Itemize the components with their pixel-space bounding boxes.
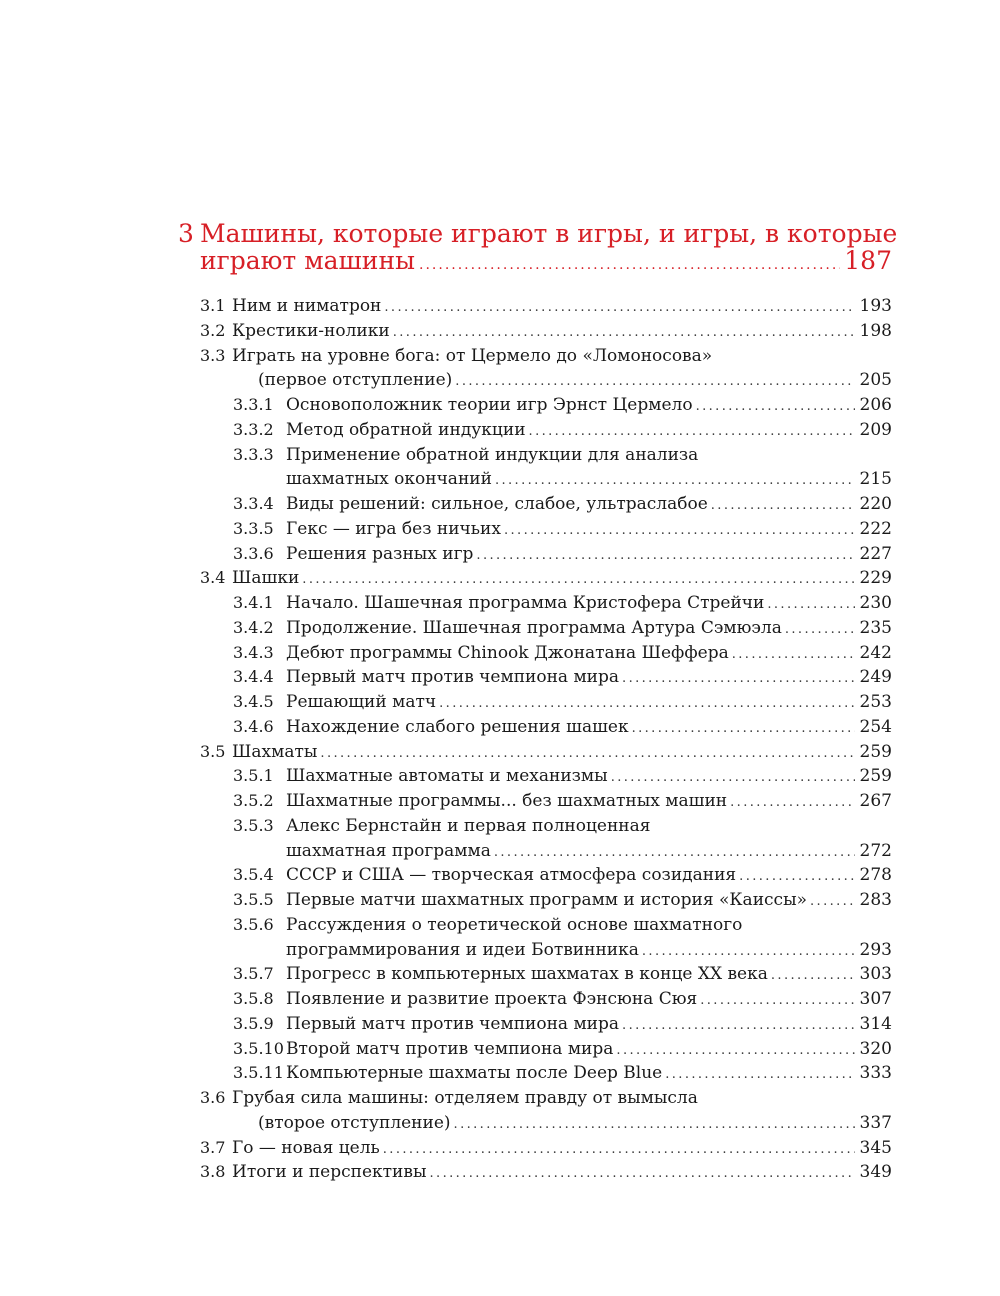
toc-entry-title: Применение обратной индукции для анализа <box>286 444 699 465</box>
toc-entry-title: Грубая сила машины: отделяем правду от вымысла <box>232 1088 698 1108</box>
toc-entry-page: 293 <box>859 939 892 960</box>
toc-entry <box>286 839 892 863</box>
toc-entry-page: 254 <box>859 716 892 737</box>
chapter-title-line2: играют машины <box>200 246 416 275</box>
toc-entry <box>200 294 892 318</box>
toc-entry-page: 307 <box>859 989 892 1009</box>
toc-entry-number: 3.5.7 <box>233 964 274 984</box>
toc-entry-number: 3.5.6 <box>233 914 274 934</box>
toc-entry <box>233 393 892 417</box>
chapter-title-line1: Машины, которые играют в игры, и игры, в которые <box>200 219 898 248</box>
leader-dots <box>383 1138 855 1162</box>
toc-entry <box>233 418 892 442</box>
toc-entry-number: 3.5.2 <box>233 791 274 810</box>
toc-entry-page: 349 <box>859 1162 892 1183</box>
toc-entry <box>200 1136 892 1160</box>
toc-entry-number: 3.3.4 <box>233 494 274 513</box>
toc-entry <box>233 591 892 615</box>
toc-entry-title: Первый матч против чемпиона мира <box>286 667 620 688</box>
leader-dots <box>302 568 855 592</box>
toc-entry <box>286 938 892 962</box>
toc-entry-number: 3.8 <box>200 1162 226 1182</box>
toc-entry <box>233 616 892 640</box>
toc-entry-number: 3.3.2 <box>233 419 274 439</box>
toc-entry-page: 229 <box>859 568 892 589</box>
toc-entry-number: 3.5.5 <box>233 890 274 909</box>
toc-entry-page: 345 <box>859 1137 892 1158</box>
toc-entry-page: 205 <box>859 370 892 391</box>
toc-entry-title: Решения разных игр <box>286 543 474 564</box>
leader-dots <box>771 964 855 988</box>
toc-entry <box>233 1012 892 1036</box>
toc-entry-page: 222 <box>859 518 892 539</box>
toc-entry <box>233 1061 892 1085</box>
toc-entry-number: 3.5.10 <box>233 1038 284 1058</box>
toc-entry-number: 3.1 <box>200 296 226 315</box>
toc-entry-page: 249 <box>859 667 892 688</box>
toc-entry-title: Шахматные программы... без шахматных машин <box>286 791 728 811</box>
toc-entry-number: 3.7 <box>200 1137 226 1157</box>
toc-entry-page: 253 <box>859 692 892 712</box>
toc-entry-page: 227 <box>859 543 892 564</box>
leader-dots <box>665 1063 855 1087</box>
leader-dots <box>732 643 855 667</box>
toc-entry <box>258 368 892 392</box>
leader-dots <box>384 296 855 320</box>
leader-dots <box>455 370 855 394</box>
leader-dots <box>785 618 855 642</box>
leader-dots <box>739 865 855 889</box>
leader-dots <box>767 593 855 617</box>
leader-dots <box>419 252 840 279</box>
toc-entry-page: 206 <box>859 395 892 415</box>
toc-entry-title: Первые матчи шахматных программ и история «Каиссы» <box>286 890 807 910</box>
leader-dots <box>476 544 855 568</box>
leader-dots <box>622 667 855 691</box>
toc-entry-title: Виды решений: сильное, слабое, ультраслабое <box>286 494 708 514</box>
toc-entry <box>200 740 892 764</box>
leader-dots <box>730 791 855 815</box>
toc-entry-title: Начало. Шашечная программа Кристофера Стрейчи <box>286 593 765 613</box>
leader-dots <box>622 1014 855 1038</box>
toc-entry-title: Нахождение слабого решения шашек <box>286 716 629 737</box>
toc-entry-title: Алекс Бернстайн и первая полноценная <box>286 815 651 836</box>
toc-entry <box>233 814 892 838</box>
toc-entry <box>233 863 892 887</box>
toc-entry-title: Решающий матч <box>286 692 437 712</box>
toc-entry-page: 209 <box>859 419 892 440</box>
toc-entry <box>233 690 892 714</box>
toc-entry <box>200 319 892 343</box>
toc-entry <box>233 641 892 665</box>
toc-entry <box>233 1037 892 1061</box>
chapter-number: 3 <box>178 219 194 248</box>
toc-entry-title: Шахматные автоматы и механизмы <box>286 766 608 787</box>
toc-entry-page: 215 <box>859 469 892 490</box>
toc-entry-page: 230 <box>859 593 892 613</box>
toc-entry-page: 259 <box>859 766 892 787</box>
leader-dots <box>430 1162 856 1186</box>
toc-entry-number: 3.3.3 <box>233 444 274 464</box>
toc-entry-page: 283 <box>859 890 892 910</box>
toc-entry-title: Компьютерные шахматы после Deep Blue <box>286 1063 663 1084</box>
leader-dots <box>810 890 855 914</box>
toc-entry-number: 3.4.1 <box>233 593 274 612</box>
toc-entry-title: СССР и США — творческая атмосфера созидания <box>286 865 737 886</box>
toc-entry-page: 198 <box>859 320 892 341</box>
leader-dots <box>495 469 855 493</box>
toc-entry <box>233 517 892 541</box>
toc-entry <box>233 764 892 788</box>
toc-entry-number: 3.4.3 <box>233 642 274 662</box>
toc-entry-title: Шахматы <box>232 741 318 762</box>
toc-entry-page: 193 <box>859 296 892 316</box>
toc-entry-number: 3.5.8 <box>233 989 274 1008</box>
toc-entry <box>233 987 892 1011</box>
leader-dots <box>454 1113 855 1137</box>
leader-dots <box>616 1039 855 1063</box>
toc-entry-title: Играть на уровне бога: от Цермело до «Ломоносова» <box>232 345 713 366</box>
toc-entry-title: шахматных окончаний <box>286 469 492 490</box>
toc-entry-number: 3.4.6 <box>233 716 274 736</box>
leader-dots <box>632 717 855 741</box>
toc-entry-number: 3.5 <box>200 741 226 761</box>
toc-entry-title: Основоположник теории игр Эрнст Цермело <box>286 395 693 415</box>
leader-dots <box>711 494 855 518</box>
toc-entry-title: (первое отступление) <box>258 370 453 391</box>
leader-dots <box>611 766 855 790</box>
toc-entry-title: (второе отступление) <box>258 1112 451 1133</box>
toc-entry-title: Метод обратной индукции <box>286 419 526 440</box>
toc-entry-page: 272 <box>859 840 892 861</box>
toc-entry <box>233 789 892 813</box>
toc-entry-number: 3.4.2 <box>233 617 274 637</box>
toc-entry-page: 267 <box>859 791 892 811</box>
toc-entry-title: Продолжение. Шашечная программа Артура Сэмюэла <box>286 617 782 638</box>
leader-dots <box>320 742 855 766</box>
toc-entry-title: шахматная программа <box>286 840 491 861</box>
toc-entry-page: 242 <box>859 642 892 663</box>
toc-entry-title: Первый матч против чемпиона мира <box>286 1013 620 1034</box>
toc-entry-title: Рассуждения о теоретической основе шахматного <box>286 914 743 935</box>
leader-dots <box>439 692 855 716</box>
toc-entry-page: 314 <box>859 1013 892 1034</box>
leader-dots <box>494 841 855 865</box>
toc-entry <box>233 443 892 467</box>
leader-dots <box>504 519 855 543</box>
toc-entry-title: Го — новая цель <box>232 1137 380 1158</box>
toc-entry <box>200 344 892 368</box>
toc-entry-page: 235 <box>859 617 892 638</box>
chapter-page: 187 <box>844 246 892 275</box>
toc-entry-title: Прогресс в компьютерных шахматах в конце XX века <box>286 964 768 985</box>
toc-entry-title: Дебют программы Chinook Джонатана Шеффера <box>286 642 729 663</box>
leader-dots <box>393 321 855 345</box>
toc-entry-title: Ним и ниматрон <box>232 296 382 316</box>
toc-entry-number: 3.3.6 <box>233 543 274 563</box>
toc-entry-title: Итоги и перспективы <box>232 1162 427 1183</box>
leader-dots <box>529 420 855 444</box>
toc-entry-number: 3.5.11 <box>233 1063 284 1083</box>
toc-entry <box>233 542 892 566</box>
toc-entry <box>233 492 892 516</box>
toc-entry-title: Гекс — игра без ничьих <box>286 518 501 539</box>
leader-dots <box>696 395 855 419</box>
leader-dots <box>700 989 855 1013</box>
toc-entry <box>286 467 892 491</box>
toc-entry <box>200 1086 892 1110</box>
toc-entry-number: 3.2 <box>200 320 226 340</box>
toc-entry <box>233 962 892 986</box>
toc-entry-page: 220 <box>859 494 892 514</box>
toc-entry-page: 259 <box>859 741 892 762</box>
toc-entry <box>233 715 892 739</box>
toc-entry-number: 3.3.1 <box>233 395 274 414</box>
toc-entry <box>258 1111 892 1135</box>
leader-dots <box>642 940 855 964</box>
toc-entry-title: Появление и развитие проекта Фэнсюна Сюя <box>286 989 698 1009</box>
toc-entry <box>233 665 892 689</box>
toc-entry-number: 3.5.4 <box>233 865 274 885</box>
toc-entry-number: 3.3 <box>200 345 226 365</box>
toc-entry-number: 3.5.1 <box>233 766 274 786</box>
toc-entry-page: 278 <box>859 865 892 886</box>
toc-entry <box>200 1160 892 1184</box>
toc-entry-title: Второй матч против чемпиона мира <box>286 1038 614 1059</box>
toc-entry-number: 3.4.4 <box>233 667 274 687</box>
toc-entry-page: 333 <box>859 1063 892 1084</box>
toc-entry-title: программирования и идеи Ботвинника <box>286 939 639 960</box>
toc-entry-number: 3.5.9 <box>233 1013 274 1033</box>
toc-entry <box>233 888 892 912</box>
toc-entry-title: Крестики-нолики <box>232 320 390 341</box>
chapter-title-line2-row <box>200 247 892 279</box>
toc-entry-number: 3.3.5 <box>233 518 274 538</box>
toc-entry <box>200 566 892 590</box>
toc-entry-number: 3.6 <box>200 1088 226 1107</box>
toc-entry-title: Шашки <box>232 568 300 589</box>
toc-entry-number: 3.4 <box>200 568 226 588</box>
toc-entry-page: 337 <box>859 1112 892 1133</box>
toc-entry <box>233 913 892 937</box>
toc-entry-page: 320 <box>859 1038 892 1059</box>
toc-entry-page: 303 <box>859 964 892 985</box>
toc-entry-number: 3.4.5 <box>233 692 274 711</box>
toc-entry-number: 3.5.3 <box>233 815 274 835</box>
